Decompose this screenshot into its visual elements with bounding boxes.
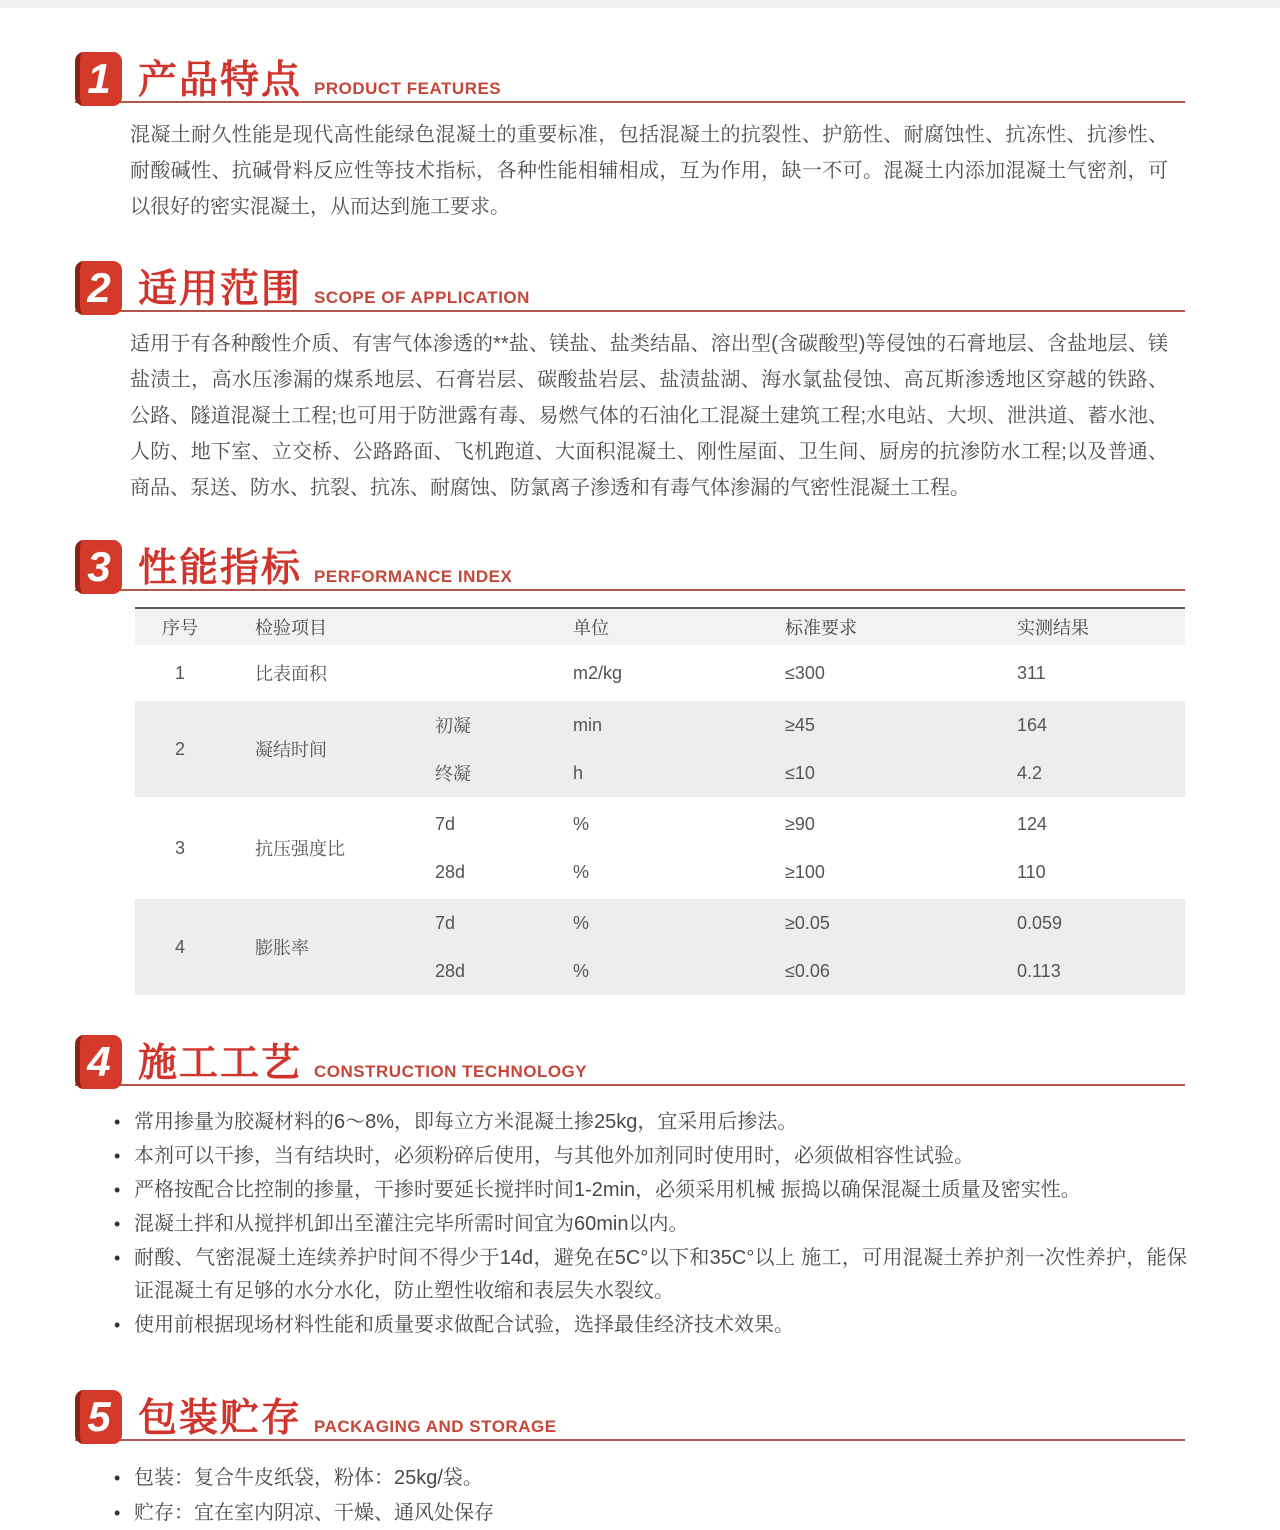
- section-title-cn: 适用范围: [138, 268, 303, 311]
- table-subrow: [410, 701, 1185, 749]
- cell-no: 1: [174, 662, 185, 683]
- table-row: [135, 800, 1185, 896]
- cell-result: 0.059: [1017, 912, 1063, 933]
- col-header-item: 检验项目: [255, 618, 327, 638]
- cell-item: 膨胀率: [255, 938, 309, 958]
- section-title-en: SCOPE OF APPLICATION: [314, 288, 530, 307]
- performance-table: [135, 607, 1185, 995]
- section-title-en: PRODUCT FEATURES: [314, 79, 502, 98]
- cell-sub: 28d: [435, 861, 466, 882]
- table-subrow: [410, 800, 1185, 848]
- cell-result: 110: [1017, 861, 1046, 882]
- section-number-badge: [75, 1035, 122, 1089]
- table-row: [135, 648, 1185, 698]
- cell-no: 3: [174, 837, 185, 858]
- col-header-standard: 标准要求: [785, 618, 857, 638]
- section-header-scope: [75, 261, 1185, 312]
- bullet-item: • 使用前根据现场材料性能和质量要求做配合试验，选择最佳经济技术效果。: [112, 1309, 1187, 1342]
- section-title-cn: 施工工艺: [138, 1042, 303, 1085]
- cell-standard: ≤0.06: [785, 960, 830, 981]
- section-title-en: PERFORMANCE INDEX: [314, 567, 513, 586]
- bullet-item: • 混凝土拌和从搅拌机卸出至灌注完毕所需时间宜为60min以内。: [112, 1208, 1187, 1241]
- cell-standard: ≤300: [785, 662, 825, 683]
- col-header-no: 序号: [162, 618, 198, 638]
- section-title-cn: 包装贮存: [138, 1397, 303, 1440]
- bullet-item: • 常用掺量为胶凝材料的6～8%，即每立方米混凝土掺25kg，宜采用后掺法。: [112, 1106, 1187, 1139]
- table-header-row: [135, 607, 1185, 645]
- cell-item: 抗压强度比: [255, 839, 345, 859]
- scope-paragraph: 适用于有各种酸性介质、有害气体渗透的**盐、镁盐、盐类结晶、溶出型(含碳酸型)等侵蚀的石膏地层、含盐地层、镁盐渍土，高水压渗漏的煤系地层、石膏岩层、碳酸盐岩层、盐渍盐湖、海水氯盐侵蚀、高瓦斯渗透地区穿越的铁路、公路、隧道混凝土工程;也可用于防泄露有毒、易燃气体的石油化工混凝土建筑工程;水电站、大坝、泄洪道、蓄水池、人防、地下室、立交桥、公路路面、飞机跑道、大面积混凝土、刚性屋面、卫生间、厨房的抗渗防水工程;以及普通、商品、泵送、防水、抗裂、抗冻、耐腐蚀、防氯离子渗透和有毒气体渗漏的气密性混凝土工程。: [130, 333, 1168, 499]
- cell-standard: ≥0.05: [785, 912, 830, 933]
- cell-unit: h: [573, 762, 584, 783]
- table-row: [135, 701, 1185, 797]
- section-header-construction: [75, 1035, 1185, 1086]
- cell-sub: 28d: [435, 960, 466, 981]
- section-title-en: PACKAGING AND STORAGE: [314, 1417, 557, 1436]
- construction-bullet-list: [112, 1106, 1187, 1342]
- table-subrow: [410, 848, 1185, 896]
- bullet-item: • 包装：复合牛皮纸袋，粉体：25kg/袋。: [112, 1461, 1187, 1495]
- section-number: 5: [87, 1393, 111, 1440]
- features-paragraph: 混凝土耐久性能是现代高性能绿色混凝土的重要标准，包括混凝土的抗裂性、护筋性、耐腐蚀性、抗冻性、抗渗性、耐酸碱性、抗碱骨料反应性等技术指标，各种性能相辅相成，互为作用，缺一不可。混凝土内添加混凝土气密剂，可以很好的密实混凝土，从而达到施工要求。: [130, 124, 1168, 218]
- cell-unit: m2/kg: [573, 662, 623, 683]
- section-number: 2: [87, 264, 111, 311]
- cell-unit: %: [573, 813, 590, 834]
- cell-standard: ≤10: [785, 762, 815, 783]
- cell-no: 4: [174, 936, 185, 957]
- section-number: 4: [87, 1038, 111, 1085]
- table-row: [135, 899, 1185, 995]
- section-header-packaging: [75, 1390, 1185, 1441]
- cell-unit: %: [573, 960, 590, 981]
- cell-sub: 7d: [435, 813, 456, 834]
- packaging-bullet-list: [112, 1461, 1187, 1530]
- cell-item: 比表面积: [255, 664, 327, 684]
- section-header-product-features: [75, 52, 1185, 103]
- bullet-item: • 耐酸、气密混凝土连续养护时间不得少于14d，避免在5C°以下和35C°以上 施工，可用混凝土养护剂一次性养护，能保证混凝土有足够的水分水化，防止塑性收缩和表层失水裂纹。: [112, 1242, 1187, 1308]
- page-top-strip: [0, 0, 1280, 8]
- cell-unit: %: [573, 912, 590, 933]
- table-subrow: [410, 899, 1185, 947]
- col-header-unit: 单位: [573, 618, 609, 638]
- bullet-item: • 严格按配合比控制的掺量，干掺时要延长搅拌时间1-2min，必须采用机械 振捣以确保混凝土质量及密实性。: [112, 1174, 1187, 1207]
- cell-result: 4.2: [1017, 762, 1043, 783]
- section-number-badge: [75, 540, 122, 594]
- cell-result: 164: [1017, 714, 1048, 735]
- section-title-en: CONSTRUCTION TECHNOLOGY: [314, 1062, 588, 1081]
- section-number: 3: [87, 543, 111, 590]
- cell-unit: %: [573, 861, 590, 882]
- section-number-badge: [75, 1390, 122, 1444]
- bullet-item: • 本剂可以干掺，当有结块时，必须粉碎后使用，与其他外加剂同时使用时，必须做相容性试验。: [112, 1140, 1187, 1173]
- section-number-badge: [75, 261, 122, 315]
- section-title-cn: 性能指标: [138, 547, 303, 590]
- cell-unit: min: [573, 714, 603, 735]
- section-title-cn: 产品特点: [138, 59, 303, 102]
- cell-sub: 初凝: [435, 716, 471, 736]
- table-subrow: [410, 648, 1185, 698]
- cell-standard: ≥100: [785, 861, 825, 882]
- cell-result: 0.113: [1017, 960, 1061, 981]
- cell-sub: 终凝: [435, 764, 471, 784]
- table-subrow: [410, 749, 1185, 797]
- cell-no: 2: [174, 738, 185, 759]
- bullet-item: • 贮存：宜在室内阴凉、干燥、通风处保存: [112, 1496, 1187, 1530]
- section-number-badge: [75, 52, 122, 106]
- table-subrow: [410, 947, 1185, 995]
- section-number: 1: [87, 55, 111, 102]
- cell-standard: ≥45: [785, 714, 815, 735]
- cell-item: 凝结时间: [255, 740, 327, 760]
- cell-standard: ≥90: [785, 813, 815, 834]
- cell-sub: 7d: [435, 912, 456, 933]
- section-header-performance: [75, 540, 1185, 591]
- col-header-result: 实测结果: [1017, 618, 1089, 638]
- cell-result: 311: [1017, 662, 1046, 683]
- cell-result: 124: [1017, 813, 1048, 834]
